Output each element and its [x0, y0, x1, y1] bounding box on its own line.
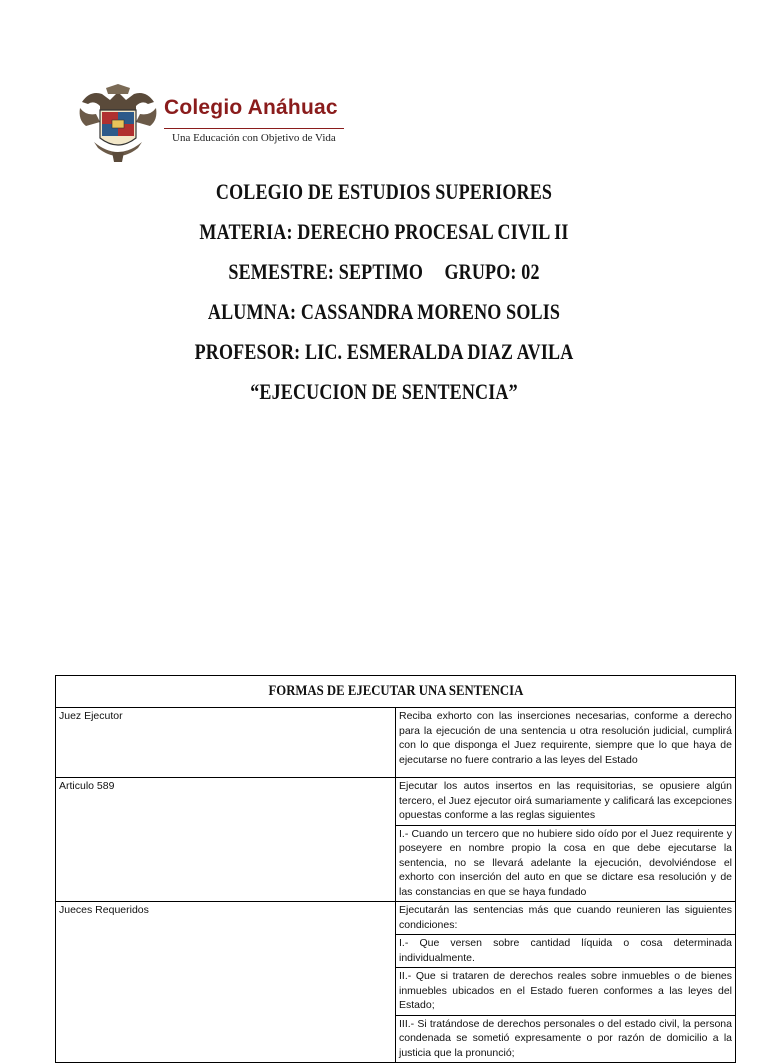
- jueces-requeridos-label: Jueces Requeridos: [56, 902, 396, 1063]
- student-line: ALUMNA: CASSANDRA MORENO SOLIS: [207, 299, 561, 324]
- table-row: [56, 778, 736, 826]
- jueces-requeridos-text-1: Ejecutarán las sentencias más que cuando reunieren las siguientes condiciones:: [396, 902, 736, 935]
- articulo-589-text-2: I.- Cuando un tercero que no hubiere sido oído por el Juez requirente y poseyere en nombre propio la cosa en que debe ejecutarse la sentencia, no se llevará adelante la ejecución, devolviéndose el exhorto con inserción del auto en que se dictare esa resolución y de las constancias en que se haya fundado: [396, 825, 736, 902]
- crest-icon: [76, 82, 160, 166]
- formas-table: [55, 675, 736, 1063]
- school-tagline: Una Educación con Objetivo de Vida: [172, 132, 336, 144]
- cover-heading: [0, 172, 768, 412]
- semester-text: SEMESTRE: SEPTIMO: [228, 259, 424, 284]
- table-row: [56, 902, 736, 935]
- table-row: [56, 676, 736, 708]
- professor-line: PROFESOR: LIC. ESMERALDA DIAZ AVILA: [194, 339, 574, 364]
- group-text: GRUPO: 02: [444, 259, 540, 284]
- institution-line: COLEGIO DE ESTUDIOS SUPERIORES: [215, 179, 553, 204]
- articulo-589-text-1: Ejecutar los autos insertos en las requisitorias, se opusiere algún tercero, el Juez ejecutor oirá sumariamente y calificará las excepciones opuestas conforme a las reglas siguientes: [396, 778, 736, 826]
- logo-divider: [164, 128, 344, 129]
- juez-ejecutor-label: Juez Ejecutor: [56, 708, 396, 778]
- table-row: [56, 708, 736, 778]
- semester-group-line: [69, 252, 699, 292]
- juez-ejecutor-text: Reciba exhorto con las inserciones necesarias, conforme a derecho para la ejecución de una sentencia u otra resolución judicial, cumplirá con lo que disponga el Juez requirente, siempre que lo que haya de ejecutarse no fuere contrario a las leyes del Estado: [396, 708, 736, 778]
- table-title: FORMAS DE EJECUTAR UNA SENTENCIA: [56, 676, 736, 708]
- jueces-requeridos-text-3: II.- Que si trataren de derechos reales sobre inmuebles o de bienes inmuebles ubicados en el Estado fueren conformes a las leyes del Estado;: [396, 968, 736, 1016]
- subject-line: MATERIA: DERECHO PROCESAL CIVIL II: [199, 219, 569, 244]
- school-name: Colegio Anáhuac: [164, 96, 338, 119]
- school-logo: [76, 82, 366, 166]
- jueces-requeridos-text-2: I.- Que versen sobre cantidad líquida o cosa determinada individualmente.: [396, 935, 736, 968]
- document-title: “EJECUCION DE SENTENCIA”: [250, 379, 518, 404]
- articulo-589-label: Articulo 589: [56, 778, 396, 902]
- jueces-requeridos-text-4: III.- Si tratándose de derechos personales o del estado civil, la persona condenada se sometió expresamente o por razón de domicilio a la justicia que la pronunció;: [396, 1015, 736, 1063]
